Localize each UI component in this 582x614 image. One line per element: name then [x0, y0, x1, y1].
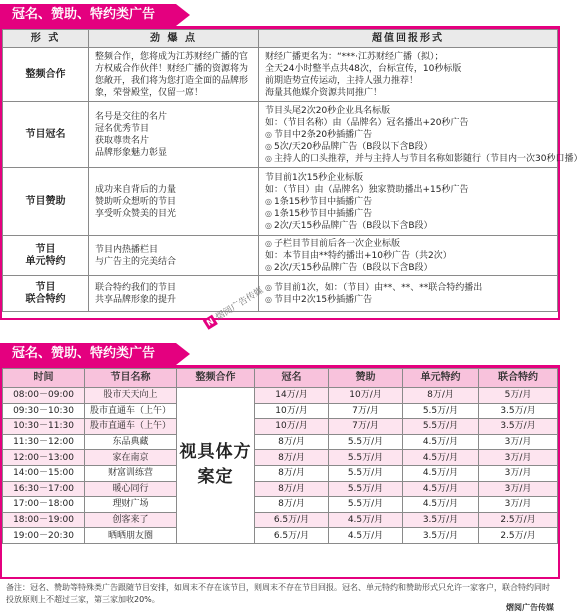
title-sponsor-price: 14万/月 — [255, 388, 329, 404]
points-line: 名号是交往的名片 — [95, 111, 168, 122]
bullet-icon: ◎ — [265, 153, 272, 163]
header-time: 时间 — [3, 369, 85, 388]
header-title-sponsor: 冠名 — [255, 369, 329, 388]
joint-special-price: 3万/月 — [479, 497, 558, 513]
section1-frame — [0, 26, 582, 320]
points-line: 象，荣誉殿堂，仅留一席！ — [95, 87, 204, 98]
value-line — [265, 184, 551, 196]
sponsor-price: 5.5万/月 — [329, 481, 403, 497]
unit-special-price: 4.5万/月 — [403, 434, 479, 450]
joint-special-price: 3万/月 — [479, 481, 558, 497]
header-points: 劲 爆 点 — [89, 30, 259, 48]
points-line: 获取尊贵名片 — [95, 135, 150, 146]
time-cell: 16:30－17:00 — [3, 481, 85, 497]
title-sponsor-price: 8万/月 — [255, 465, 329, 481]
section2-frame — [0, 365, 560, 579]
ad-form-name-text: 节目赞助 — [25, 195, 66, 207]
value-text: 2次/天15秒品牌广告（B段以下含B段） — [273, 220, 433, 231]
value-line — [265, 63, 551, 75]
title-sponsor-price: 10万/月 — [255, 419, 329, 435]
value-text: 1条15秒节目中插播广告 — [273, 208, 373, 219]
value-text: 节目前1次15秒企业标版 — [265, 172, 364, 183]
full-channel-merged-cell — [177, 388, 255, 544]
bullet-icon: ◎ — [265, 262, 272, 272]
section2-title-tab — [0, 343, 176, 365]
program-cell: 财富训练营 — [85, 465, 177, 481]
time-cell: 11:30－12:00 — [3, 434, 85, 450]
value-line — [265, 153, 582, 165]
price-row — [3, 388, 558, 404]
ad-form-name-text: 整频合作 — [25, 68, 66, 80]
time-cell: 10:30－11:30 — [3, 419, 85, 435]
value-line — [265, 141, 551, 153]
program-cell: 创客来了 — [85, 512, 177, 528]
ad-form-value — [259, 102, 582, 168]
value-line — [265, 51, 551, 63]
bullet-icon: ◎ — [265, 208, 272, 218]
sponsor-price: 5.5万/月 — [329, 434, 403, 450]
header-unit-special: 单元特约 — [403, 369, 479, 388]
value-text: 节目头尾2次20秒企业具名标版 — [265, 105, 391, 116]
value-text: 节目中2次15秒插播广告 — [273, 294, 373, 305]
time-cell: 18:00－19:00 — [3, 512, 85, 528]
price-row — [3, 481, 558, 497]
ad-form-name — [3, 276, 89, 312]
tab-arrow-icon — [176, 343, 190, 365]
points-line: 与广告主的完美结合 — [95, 256, 177, 267]
program-cell: 股市直通车（上午） — [85, 403, 177, 419]
ad-form-row — [3, 102, 558, 168]
section1-title: 冠名、赞助、特约类广告 — [12, 7, 156, 22]
sponsor-price: 4.5万/月 — [329, 528, 403, 544]
joint-special-price: 2.5万/月 — [479, 512, 558, 528]
points-line: 整频合作，您将成为江苏财经广播的官 — [95, 51, 249, 62]
ad-form-name-text: 节目冠名 — [25, 128, 66, 140]
unit-special-price: 4.5万/月 — [403, 465, 479, 481]
sponsor-price: 10万/月 — [329, 388, 403, 404]
ad-form-name-line: 单元特约 — [25, 255, 66, 267]
header-value: 超值回报形式 — [259, 30, 558, 48]
title-sponsor-price: 6.5万/月 — [255, 512, 329, 528]
value-line — [265, 238, 551, 250]
unit-special-price: 4.5万/月 — [403, 497, 479, 513]
value-text: 前期造势宣传运动，主持人强力推荐！ — [265, 75, 419, 86]
value-line — [265, 196, 551, 208]
ad-form-name — [3, 168, 89, 236]
price-row — [3, 434, 558, 450]
ad-form-name-line: 节目 — [35, 243, 56, 255]
title-sponsor-price: 8万/月 — [255, 497, 329, 513]
points-line: 共享品牌形象的提升 — [95, 294, 177, 305]
unit-special-price: 4.5万/月 — [403, 481, 479, 497]
value-line — [265, 172, 551, 184]
value-text: 子栏目节目前后各一次企业标版 — [273, 238, 400, 249]
tab-arrow-icon — [176, 4, 190, 26]
program-cell: 东品典藏 — [85, 434, 177, 450]
ad-form-row — [3, 236, 558, 276]
joint-special-price: 2.5万/月 — [479, 528, 558, 544]
merged-char: 体 — [215, 442, 234, 463]
header-full-channel: 整频合作 — [177, 369, 255, 388]
program-cell: 股市天天向上 — [85, 388, 177, 404]
footnote: 备注：冠名、赞助等特殊类广告跟随节目安排，如周末不存在该节目，则周末不存在节目回报。冠名、单元特约和赞助形式只允许一家客户，联合特约同时投放原则上不超过三家，第三家加收20%。 — [6, 583, 550, 604]
joint-special-price: 3.5万/月 — [479, 403, 558, 419]
time-cell: 19:00－20:30 — [3, 528, 85, 544]
program-cell: 理财广场 — [85, 497, 177, 513]
points-line: 节目内热播栏目 — [95, 244, 159, 255]
price-row — [3, 497, 558, 513]
value-line — [265, 87, 551, 99]
unit-special-price: 3.5万/月 — [403, 512, 479, 528]
unit-special-price: 3.5万/月 — [403, 528, 479, 544]
title-sponsor-price: 10万/月 — [255, 403, 329, 419]
value-text: 2次/天15秒品牌广告（B段以下含B段） — [273, 262, 433, 273]
value-text: 1条15秒节目中插播广告 — [273, 196, 373, 207]
title-sponsor-price: 6.5万/月 — [255, 528, 329, 544]
ad-form-value — [259, 236, 558, 276]
value-text: 全天24小时整半点共48次，台标宣传，10秒标版 — [265, 63, 462, 74]
value-line — [265, 105, 551, 117]
ad-form-row — [3, 48, 558, 102]
price-row — [3, 512, 558, 528]
joint-special-price: 3万/月 — [479, 434, 558, 450]
unit-special-price: 5.5万/月 — [403, 403, 479, 419]
merged-char: 案 — [197, 467, 216, 488]
bullet-icon: ◎ — [265, 196, 272, 206]
ad-form-row — [3, 276, 558, 312]
ad-form-name-line: 联合特约 — [25, 293, 66, 305]
value-text: 节目前1次，如：（节目）由**、**、**联合特约播出 — [273, 282, 483, 293]
watermark-logo-icon: N — [203, 315, 218, 330]
points-line: 品牌形象魅力彰显 — [95, 147, 168, 158]
price-table — [2, 368, 558, 544]
value-line — [265, 117, 551, 129]
merged-char: 方 — [233, 442, 252, 463]
program-cell: 暖心同行 — [85, 481, 177, 497]
price-row — [3, 450, 558, 466]
value-text: 节目中2条20秒插播广告 — [273, 129, 373, 140]
value-line — [265, 250, 551, 262]
bullet-icon: ◎ — [265, 141, 272, 151]
ad-forms-table — [2, 29, 582, 312]
points-line: 享受听众赞美的目光 — [95, 208, 177, 219]
time-cell: 09:30－10:30 — [3, 403, 85, 419]
bullet-icon: ◎ — [265, 282, 272, 292]
merged-char: 定 — [215, 467, 234, 488]
ad-form-points — [89, 48, 259, 102]
value-line — [265, 282, 551, 294]
ad-form-points — [89, 236, 259, 276]
value-text: 海量其他媒介资源共同推广！ — [265, 87, 383, 98]
ad-form-row — [3, 168, 558, 236]
ad-form-name — [3, 48, 89, 102]
joint-special-price: 5万/月 — [479, 388, 558, 404]
ad-form-name — [3, 102, 89, 168]
value-line — [265, 294, 551, 306]
price-row — [3, 528, 558, 544]
watermark-text: 熠阅广告传媒 — [214, 285, 266, 323]
bullet-icon: ◎ — [265, 220, 272, 230]
time-cell: 17:00－18:00 — [3, 497, 85, 513]
sponsor-price: 7万/月 — [329, 403, 403, 419]
ad-form-value — [259, 48, 558, 102]
header-form: 形 式 — [3, 30, 89, 48]
points-line: 成功来自背后的力量 — [95, 184, 177, 195]
time-cell: 08:00－09:00 — [3, 388, 85, 404]
ad-form-name-line: 节目 — [35, 281, 56, 293]
ad-form-points — [89, 102, 259, 168]
price-row — [3, 419, 558, 435]
value-line — [265, 75, 551, 87]
sponsor-price: 4.5万/月 — [329, 512, 403, 528]
unit-special-price: 4.5万/月 — [403, 450, 479, 466]
header-sponsor: 赞助 — [329, 369, 403, 388]
price-row — [3, 403, 558, 419]
value-line — [265, 129, 551, 141]
title-sponsor-price: 8万/月 — [255, 450, 329, 466]
points-line: 方权威合作伙伴！财经广播的资源将为 — [95, 63, 249, 74]
ad-form-value — [259, 168, 558, 236]
value-line — [265, 262, 551, 274]
sponsor-price: 5.5万/月 — [329, 497, 403, 513]
joint-special-price: 3.5万/月 — [479, 419, 558, 435]
price-header-row — [3, 369, 558, 388]
ad-form-value — [259, 276, 558, 312]
value-line — [265, 208, 551, 220]
header-program: 节目名称 — [85, 369, 177, 388]
value-text: 如：（节目名称）由（品牌名）冠名播出+20秒广告 — [265, 117, 469, 128]
points-line: 您敞开，我们将为您打造全面的品牌形 — [95, 75, 249, 86]
joint-special-price: 3万/月 — [479, 465, 558, 481]
footer-brand: 熠阅广告传媒 — [506, 603, 554, 612]
bullet-icon: ◎ — [265, 129, 272, 139]
value-text: 财经广播更名为：“***·江苏财经广播（拟）； — [265, 51, 444, 62]
points-line: 联合特约我们的节目 — [95, 282, 177, 293]
unit-special-price: 5.5万/月 — [403, 419, 479, 435]
ad-form-name — [3, 236, 89, 276]
section2-title: 冠名、赞助、特约类广告 — [12, 346, 156, 361]
title-sponsor-price: 8万/月 — [255, 481, 329, 497]
program-cell: 股市直通车（上午） — [85, 419, 177, 435]
title-sponsor-price: 8万/月 — [255, 434, 329, 450]
bullet-icon: ◎ — [265, 294, 272, 304]
ad-form-points — [89, 168, 259, 236]
points-line: 赞助听众想听的节目 — [95, 196, 177, 207]
sponsor-price: 5.5万/月 — [329, 465, 403, 481]
ad-forms-header-row — [3, 30, 558, 48]
value-text: 如：（节目）由（品牌名）独家赞助播出+15秒广告 — [265, 184, 469, 195]
time-cell: 14:00－15:00 — [3, 465, 85, 481]
points-line: 冠名优秀节目 — [95, 123, 150, 134]
sponsor-price: 5.5万/月 — [329, 450, 403, 466]
merged-char: 具 — [197, 442, 216, 463]
merged-char: 视 — [179, 442, 198, 463]
value-text: 5次/天20秒品牌广告（B段以下含B段） — [273, 141, 433, 152]
value-line — [265, 220, 551, 232]
header-joint-special: 联合特约 — [479, 369, 558, 388]
program-cell: 家在南京 — [85, 450, 177, 466]
unit-special-price: 8万/月 — [403, 388, 479, 404]
time-cell: 12:00－13:00 — [3, 450, 85, 466]
bullet-icon: ◎ — [265, 238, 272, 248]
program-cell: 晒晒朋友圈 — [85, 528, 177, 544]
section1-title-tab — [0, 4, 176, 26]
value-text: 如：本节目由**特约播出+10秒广告（共2次） — [265, 250, 452, 261]
price-row — [3, 465, 558, 481]
joint-special-price: 3万/月 — [479, 450, 558, 466]
value-text: 主持人的口头推荐，并与主持人与节目名称如影随行（节目内一次30秒口播） — [273, 153, 582, 164]
sponsor-price: 7万/月 — [329, 419, 403, 435]
